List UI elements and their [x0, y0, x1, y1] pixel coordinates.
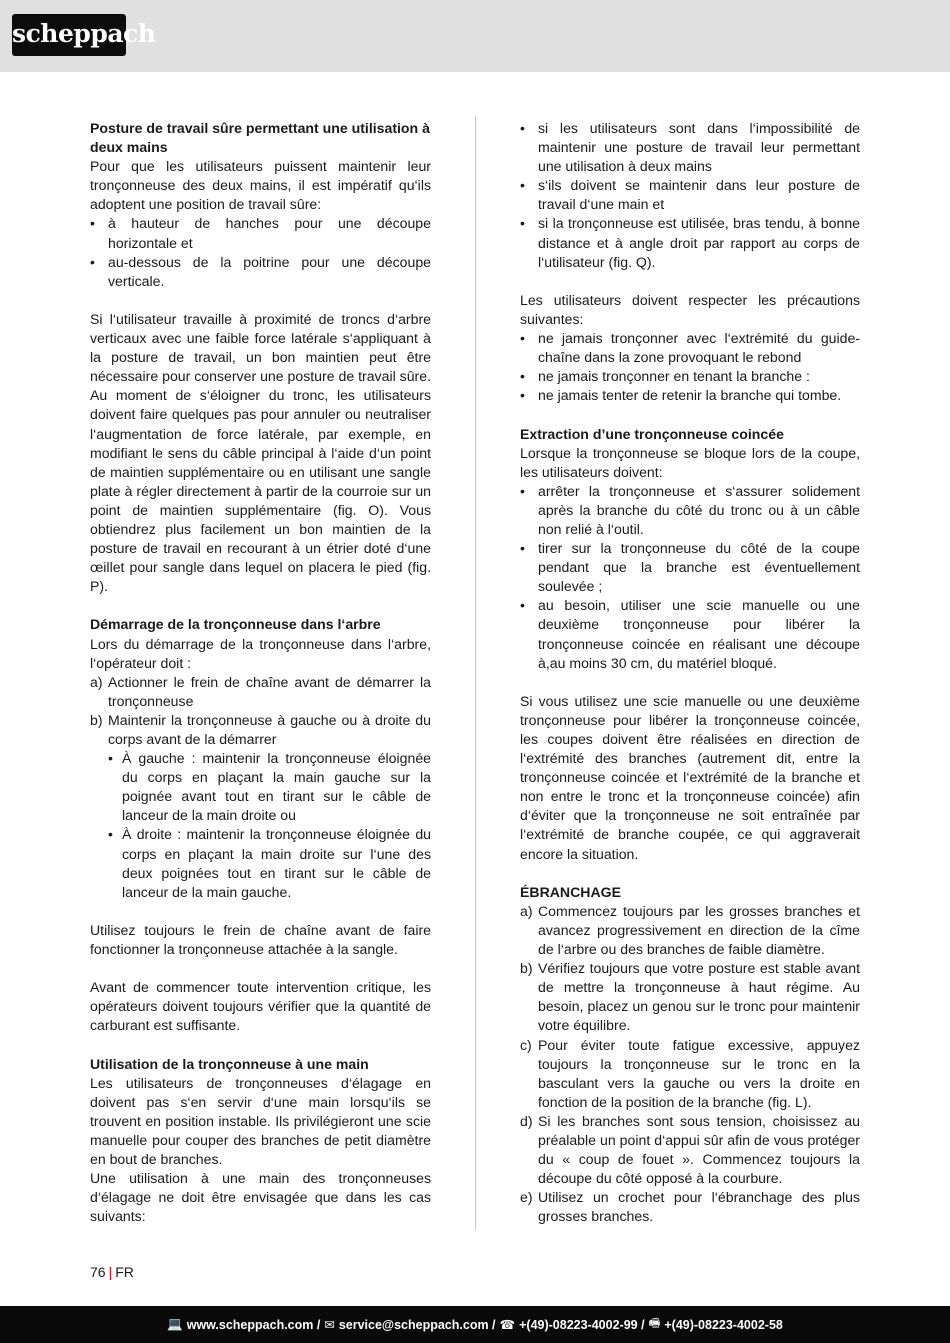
list-marker: • — [108, 750, 113, 767]
list-item — [520, 386, 860, 405]
paragraph: Si vous utilisez une scie manuelle ou une deuxième tronçonneuse pour libérer la tronçonneuse coincée, les coupes doivent être réalisées en direction de l‘extrémité des branches (autrement dit, entre la tronçonneuse coincée et l‘extrémité de la branche et non entre le tronc et la tronçonneuse coincée) afin d‘éviter que la tronçonneuse ne soit entraînée par l‘extrémité de branche coupée, ce qui aggraverait encore la situation. — [520, 692, 860, 862]
paragraph-spacer — [90, 959, 431, 978]
list-item — [520, 482, 860, 539]
list-marker: e) — [520, 1189, 533, 1206]
paragraph: Lors du démarrage de la tronçonneuse dans l‘arbre, l‘opérateur doit : — [90, 635, 431, 671]
fax-number: +(49)-08223-4002-58 — [664, 1317, 783, 1332]
list-item-text: ne jamais tronçonner en tenant la branche : — [538, 368, 810, 385]
list-marker: b) — [90, 711, 103, 728]
paragraph: Avant de commencer toute intervention critique, les opérateurs doivent toujours vérifier que la quantité de carburant est suffisante. — [90, 979, 431, 1034]
paragraph-spacer — [520, 673, 860, 692]
list-item-text: arrêter la tronçonneuse et s‘assurer solidement après la branche du côté du tronc ou à un câble non relié à l‘outil. — [538, 482, 860, 537]
paragraph: Une utilisation à une main des tronçonneuses d‘élagage ne doit être envisagée que dans les cas suivants: — [90, 1170, 431, 1225]
list-item — [520, 1188, 860, 1226]
list-marker: • — [108, 826, 113, 843]
list-item — [90, 253, 431, 291]
page-number — [90, 1264, 134, 1280]
paragraph-spacer — [90, 1036, 431, 1055]
list-item — [90, 214, 431, 252]
scheppach-logo: scheppach — [12, 14, 126, 56]
website-link[interactable]: www.scheppach.com / — [186, 1317, 321, 1332]
right-column — [520, 119, 860, 1226]
list-item — [520, 596, 860, 672]
list-item — [520, 329, 860, 367]
list-item-text: ne jamais tronçonner avec l‘extrémité du guide-chaîne dans la zone provoquant le rebond — [538, 330, 860, 366]
list-marker: • — [520, 330, 525, 347]
list-item — [520, 902, 860, 959]
list-item-text: Actionner le frein de chaîne avant de démarrer la tronçonneuse — [108, 673, 431, 709]
list-marker: a) — [520, 902, 533, 919]
left-column — [90, 119, 431, 1226]
list-item — [520, 367, 860, 386]
list-item-text: Pour éviter toute fatigue excessive, appuyez toujours la tronçonneuse sur le tronc en la basculant vers la gauche ou vers la droite en fonction de la position de la branche (fig. L). — [538, 1036, 860, 1110]
section-heading: Posture de travail sûre permettant une utilisation à deux mains — [90, 120, 430, 156]
list-marker: • — [520, 540, 525, 557]
list-item — [520, 1112, 860, 1188]
list-item — [520, 214, 860, 271]
page-number-value: 76 — [90, 1264, 106, 1280]
list-item-text: tirer sur la tronçonneuse du côté de la coupe pendant que la branche est éventuellement soulevée ; — [538, 540, 860, 595]
section-heading: Utilisation de la tronçonneuse à une main — [90, 1055, 369, 1072]
list-item — [520, 1036, 860, 1112]
section-heading: Démarrage de la tronçonneuse dans l‘arbre — [90, 616, 381, 633]
list-marker: • — [520, 368, 525, 385]
list-marker: • — [520, 215, 525, 232]
nested-list-item — [108, 825, 431, 901]
language-code: FR — [115, 1264, 134, 1280]
list-marker: • — [90, 253, 95, 270]
list-marker: • — [520, 482, 525, 499]
list-marker: d) — [520, 1112, 533, 1129]
paragraph-spacer — [520, 272, 860, 291]
section-heading: Extraction d’une tronçonneuse coincée — [520, 425, 784, 442]
list-item-text: si la tronçonneuse est utilisée, bras tendu, à bonne distance et à angle droit par rapport au corps de l‘utilisateur (fig. Q). — [538, 215, 860, 270]
fax-icon: 🖷 — [648, 1316, 661, 1330]
list-item-text: Commencez toujours par les grosses branches et avancez progressivement en direction de la cîme de l‘arbre ou des branches de faible diamètre. — [538, 902, 860, 958]
paragraph-spacer — [90, 902, 431, 921]
phone-number: +(49)-08223-4002-99 / — [519, 1317, 645, 1332]
list-marker: • — [520, 177, 525, 194]
list-item — [520, 539, 860, 596]
contact-footer — [0, 1306, 950, 1343]
list-item-text: À droite : maintenir la tronçonneuse éloignée du corps en plaçant la main droite sur l‘une des deux poignées tout en tirant sur le câble de lanceur de la main gauche. — [122, 826, 431, 900]
list-item-text: au-dessous de la poitrine pour une découpe verticale. — [108, 253, 431, 289]
paragraph: Utilisez toujours le frein de chaîne avant de faire fonctionner la tronçonneuse attachée à la sangle. — [90, 921, 431, 958]
list-item-text: Vérifiez toujours que votre posture est stable avant de mettre la tronçonneuse à haut régime. Au besoin, placez un genou sur le tronc pour maintenir votre équilibre. — [538, 960, 860, 1034]
page-separator: | — [108, 1264, 113, 1280]
nested-list-item — [108, 749, 431, 825]
paragraph: Si l‘utilisateur travaille à proximité de troncs d‘arbre verticaux avec une faible force latérale s‘appliquant à la posture de travail, un bon maintien peut être nécessaire pour conserver une posture de travail sûre. Au moment de s‘éloigner du tronc, les utilisateurs doivent faire quelques pas pour annuler ou neutraliser l‘augmentation de force latérale, par exemple, en modifiant le sens du câble principal à l‘aide d‘un point de maintien supplémentaire ou en utilisant une sangle plate à régler directement à partir de la courroie sur un point de maintien supplémentaire (fig. O). Vous obtiendrez plus facilement un bon maintien de la posture de travail en recourant à un étrier doté d‘une œillet pour sangle dans lequel on placera le pied (fig. P). — [90, 310, 431, 595]
paragraph: Les utilisateurs de tronçonneuses d‘élagage en doivent pas s‘en servir d‘une main lorsqu‘ils se trouvent en position instable. Ils privilégieront une scie manuelle pour couper des branches de petit diamètre en bout de branches. — [90, 1074, 431, 1168]
list-marker: • — [520, 120, 525, 136]
paragraph-spacer — [90, 596, 431, 615]
column-divider — [475, 116, 476, 1230]
phone-icon: ☎ — [499, 1318, 516, 1332]
section-heading: ÉBRANCHAGE — [520, 883, 622, 900]
list-marker: c) — [520, 1036, 532, 1053]
paragraph: Les utilisateurs doivent respecter les précautions suivantes: — [520, 291, 860, 327]
list-item-text: s‘ils doivent se maintenir dans leur posture de travail d‘une main et — [538, 177, 860, 213]
paragraph-spacer — [90, 291, 431, 310]
list-marker: • — [90, 215, 95, 232]
paragraph: Lorsque la tronçonneuse se bloque lors de la coupe, les utilisateurs doivent: — [520, 444, 860, 480]
list-item-text: au besoin, utiliser une scie manuelle ou une deuxième tronçonneuse pour libérer la tronçonneuse coincée en réalisant une découpe à,au moins 30 cm, du matériel bloqué. — [538, 597, 860, 671]
list-item — [520, 176, 860, 214]
list-marker: a) — [90, 673, 103, 690]
list-marker: b) — [520, 960, 533, 977]
list-item — [520, 119, 860, 176]
list-marker: • — [520, 387, 525, 404]
list-item-text: À gauche : maintenir la tronçonneuse éloignée du corps en plaçant la main gauche sur la poignée avant tout en tirant sur le câble de lanceur de la main droite ou — [122, 750, 431, 824]
list-item-text: Maintenir la tronçonneuse à gauche ou à droite du corps avant de la démarrer — [108, 711, 431, 747]
paragraph: Pour que les utilisateurs puissent maintenir leur tronçonneuse des deux mains, il est impératif qu‘ils adoptent une position de travail sûre: — [90, 158, 431, 213]
email-link[interactable]: service@scheppach.com / — [338, 1317, 496, 1332]
list-item-text: Utilisez un crochet pour l‘ébranchage des plus grosses branches. — [538, 1189, 860, 1225]
paragraph-spacer — [520, 405, 860, 424]
list-item — [90, 673, 431, 711]
list-item — [90, 711, 431, 749]
list-item-text: à hauteur de hanches pour une découpe horizontale et — [108, 215, 431, 251]
computer-icon: 💻 — [167, 1317, 183, 1331]
list-item-text: si les utilisateurs sont dans l‘impossibilité de maintenir une posture de travail leur permettant une utilisation à deux mains — [538, 120, 860, 175]
list-item-text: ne jamais tenter de retenir la branche qui tombe. — [538, 387, 842, 404]
mail-icon: ✉ — [324, 1318, 335, 1332]
paragraph-spacer — [520, 864, 860, 883]
list-marker: • — [520, 597, 525, 614]
list-item-text: Si les branches sont sous tension, choisissez au préalable un point d‘appui sûr afin de vous protéger du « coup de fouet ». Commencez toujours la découpe du côté opposé à la courbure. — [538, 1112, 860, 1187]
list-item — [520, 959, 860, 1035]
